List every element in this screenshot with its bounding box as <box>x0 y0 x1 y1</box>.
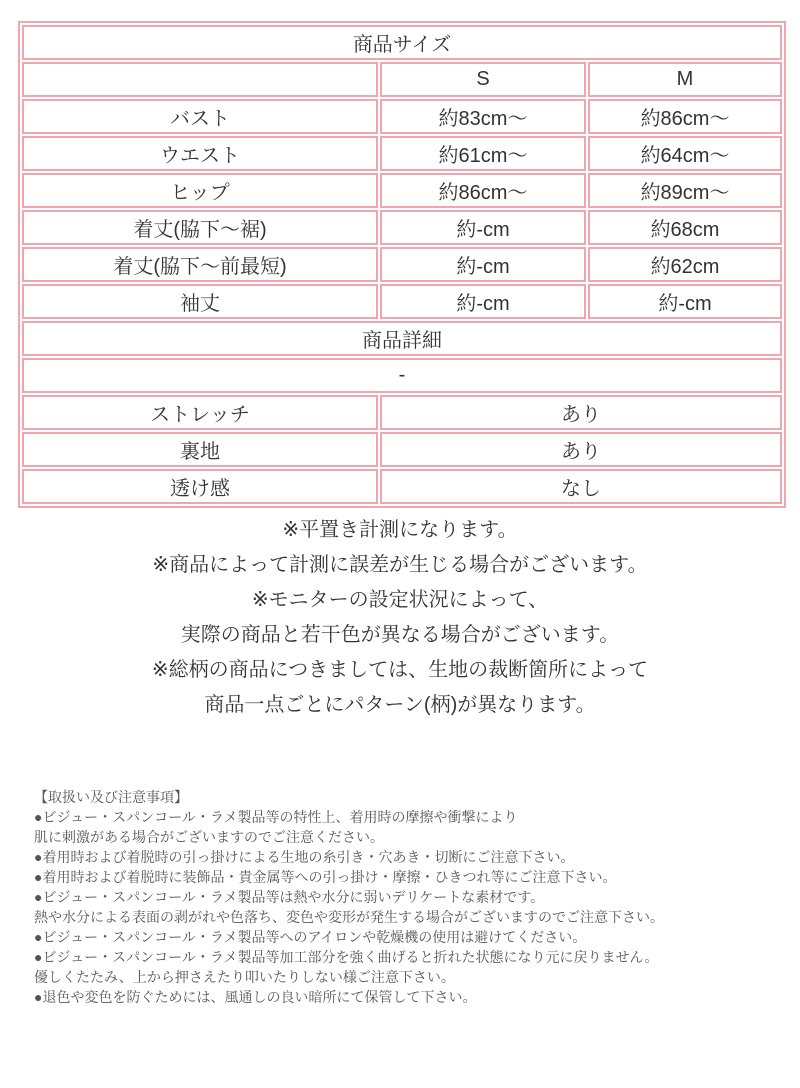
detail-placeholder-row <box>22 358 782 393</box>
table-title: 商品サイズ <box>22 25 782 60</box>
row-label: ヒップ <box>22 173 378 208</box>
row-value-m: 約86cm〜 <box>588 99 782 134</box>
note-line: 実際の商品と若干色が異なる場合がございます。 <box>180 624 620 646</box>
table-title-row <box>22 25 782 60</box>
row-value-s: 約-cm <box>380 247 586 282</box>
row-label: ウエスト <box>22 136 378 171</box>
row-value-s: 約83cm〜 <box>380 99 586 134</box>
row-value: あり <box>380 432 782 467</box>
product-size-table <box>18 21 786 508</box>
care-line: ●ビジュー・スパンコール・ラメ製品等の特性上、着用時の摩擦や衝撃により <box>34 809 518 825</box>
care-line: ●ビジュー・スパンコール・ラメ製品等は熱や水分に弱いデリケートな素材です。 <box>34 889 545 905</box>
table-row-hip <box>22 173 782 208</box>
care-line: ●退色や変色を防ぐためには、風通しの良い暗所にて保管して下さい。 <box>34 989 477 1005</box>
care-line: ●着用時および着脱時の引っ掛けによる生地の糸引き・穴あき・切断にご注意下さい。 <box>34 849 575 865</box>
note-line: 商品一点ごとにパターン(柄)が異なります。 <box>204 694 596 716</box>
row-value-m: 約-cm <box>588 284 782 319</box>
note-line: ※総柄の商品につきましては、生地の裁断箇所によって <box>151 659 649 681</box>
row-value-m: 約68cm <box>588 210 782 245</box>
row-value-m: 約89cm〜 <box>588 173 782 208</box>
care-line: 肌に刺激がある場合がございますのでご注意ください。 <box>34 829 384 845</box>
table-row-length-front <box>22 247 782 282</box>
note-line: ※平置き計測になります。 <box>282 519 518 541</box>
size-header-s: S <box>380 62 586 97</box>
row-label: バスト <box>22 99 378 134</box>
detail-title: 商品詳細 <box>22 321 782 356</box>
row-value-s: 約-cm <box>380 210 586 245</box>
row-label: 着丈(脇下〜裾) <box>22 210 378 245</box>
product-spec-page <box>0 21 800 1088</box>
row-value-s: 約-cm <box>380 284 586 319</box>
table-row-length-hem <box>22 210 782 245</box>
table-row-stretch <box>22 395 782 430</box>
row-label: 袖丈 <box>22 284 378 319</box>
row-value: あり <box>380 395 782 430</box>
table-row-sheerness <box>22 469 782 504</box>
table-row-sleeve <box>22 284 782 319</box>
care-instructions <box>34 787 774 1007</box>
table-row-lining <box>22 432 782 467</box>
table-row-bust <box>22 99 782 134</box>
row-value-s: 約61cm〜 <box>380 136 586 171</box>
detail-title-row <box>22 321 782 356</box>
row-label: 透け感 <box>22 469 378 504</box>
size-header-row <box>22 62 782 97</box>
care-line: ●ビジュー・スパンコール・ラメ製品等へのアイロンや乾燥機の使用は避けてください。 <box>34 929 587 945</box>
row-label: 裏地 <box>22 432 378 467</box>
care-line: 優しくたたみ、上から押さえたり叩いたりしない様ご注意下さい。 <box>34 969 455 985</box>
detail-placeholder: - <box>22 358 782 393</box>
care-heading: 【取扱い及び注意事項】 <box>34 789 188 805</box>
note-line: ※商品によって計測に誤差が生じる場合がございます。 <box>152 554 648 576</box>
care-line: 熱や水分による表面の剥がれや色落ち、変色や変形が発生する場合がございますのでご注意下さい。 <box>34 909 664 925</box>
size-header-m: M <box>588 62 782 97</box>
row-label: 着丈(脇下〜前最短) <box>22 247 378 282</box>
row-value-m: 約64cm〜 <box>588 136 782 171</box>
care-line: ●ビジュー・スパンコール・ラメ製品等加工部分を強く曲げると折れた状態になり元に戻りません。 <box>34 949 659 965</box>
row-value-s: 約86cm〜 <box>380 173 586 208</box>
row-value: なし <box>380 469 782 504</box>
row-value-m: 約62cm <box>588 247 782 282</box>
size-header-corner <box>22 62 378 97</box>
table-row-waist <box>22 136 782 171</box>
measurement-notes <box>0 513 800 723</box>
note-line: ※モニターの設定状況によって、 <box>251 589 549 611</box>
row-label: ストレッチ <box>22 395 378 430</box>
care-line: ●着用時および着脱時に装飾品・貴金属等への引っ掛け・摩擦・ひきつれ等にご注意下さい。 <box>34 869 617 885</box>
